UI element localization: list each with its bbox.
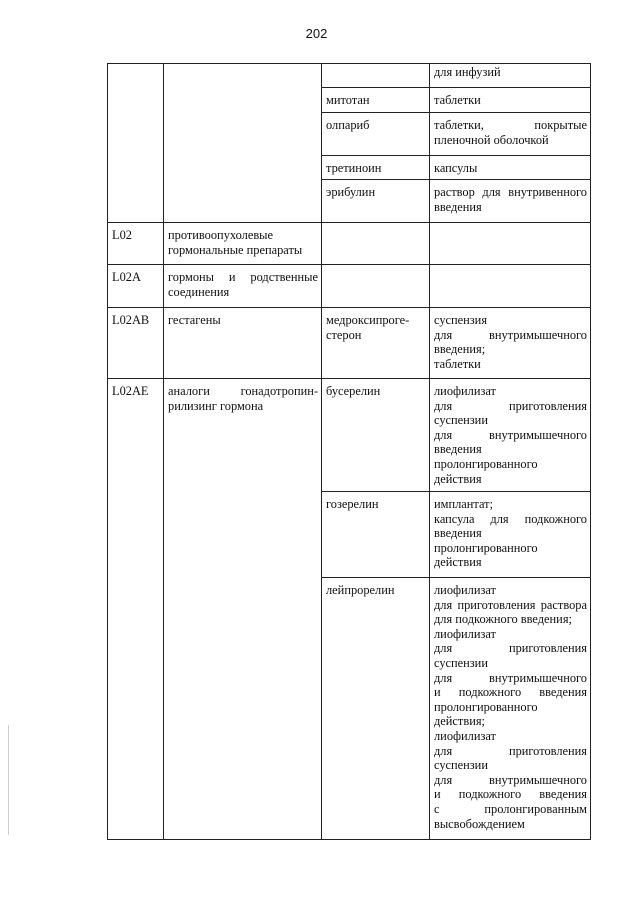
table-row xyxy=(108,265,591,308)
form-cell xyxy=(430,265,591,308)
dosage-form-line: для приготовления xyxy=(434,398,587,413)
dosage-form-line: пролонгированного xyxy=(434,456,538,471)
code-cell xyxy=(108,64,164,223)
dosage-form-line: пролонгированного xyxy=(434,699,538,714)
drug-cell: митотан xyxy=(322,88,430,113)
dosage-form-line: таблетки xyxy=(434,356,481,371)
dosage-form-line: для подкожного введения; xyxy=(434,612,572,627)
code-cell: L02AE xyxy=(108,379,164,840)
form-cell xyxy=(430,156,591,180)
dosage-form-line: суспензии xyxy=(434,413,488,428)
dosage-form-line: раствор для внутривенного xyxy=(434,185,587,199)
dosage-form-line: лиофилизат xyxy=(434,728,496,743)
dosage-form-line: лиофилизат xyxy=(434,384,496,398)
form-cell xyxy=(430,578,591,840)
dosage-form-line: капсулы xyxy=(434,161,478,175)
drug-cell: третиноин xyxy=(322,156,430,180)
form-cell xyxy=(430,379,591,492)
group-cell: аналоги гонадотропин-рилизинг гормона xyxy=(164,379,322,840)
dosage-form-line: для внутримышечного xyxy=(434,772,587,787)
dosage-form-line: для приготовления xyxy=(434,743,587,758)
dosage-form-line: введения xyxy=(434,442,482,457)
table-row xyxy=(108,64,591,88)
table-row xyxy=(108,308,591,379)
scan-margin-line xyxy=(8,725,9,835)
dosage-form-line: действия xyxy=(434,555,482,570)
dosage-form-line: высвобождением xyxy=(434,816,525,831)
code-cell: L02A xyxy=(108,265,164,308)
dosage-form-line: для инфузий xyxy=(434,65,501,79)
drug-cell xyxy=(322,64,430,88)
dosage-form-line: и подкожного введения xyxy=(434,685,587,700)
form-cell xyxy=(430,492,591,578)
drug-cell: медроксипроге-стерон xyxy=(322,308,430,379)
drug-cell: олпариб xyxy=(322,113,430,156)
drug-cell: эрибулин xyxy=(322,180,430,223)
drug-cell: бусерелин xyxy=(322,379,430,492)
dosage-form-line: для внутримышечного xyxy=(434,327,587,342)
dosage-form-line: действия xyxy=(434,471,482,486)
dosage-form-line: введения xyxy=(434,526,482,541)
dosage-form-line: введения xyxy=(434,199,482,214)
dosage-form-line: введения; xyxy=(434,342,486,357)
dosage-form-line: лиофилизат xyxy=(434,626,496,641)
drug-cell: гозерелин xyxy=(322,492,430,578)
form-cell xyxy=(430,113,591,156)
code-cell: L02 xyxy=(108,223,164,265)
group-cell: гестагены xyxy=(164,308,322,379)
dosage-form-line: пленочной оболочкой xyxy=(434,132,549,147)
dosage-form-line: действия; xyxy=(434,714,485,729)
form-cell xyxy=(430,180,591,223)
drug-table xyxy=(107,63,591,840)
dosage-form-line: капсула для подкожного xyxy=(434,511,587,526)
form-cell xyxy=(430,223,591,265)
table-row xyxy=(108,223,591,265)
dosage-form-line: и подкожного введения xyxy=(434,787,587,802)
dosage-form-line: суспензия xyxy=(434,313,488,327)
dosage-form-line: суспензии xyxy=(434,655,488,670)
dosage-form-line: для приготовления xyxy=(434,641,587,656)
form-cell xyxy=(430,308,591,379)
group-cell xyxy=(164,64,322,223)
dosage-form-line: для приготовления раствора xyxy=(434,597,587,612)
table-row xyxy=(108,379,591,492)
form-cell xyxy=(430,64,591,88)
dosage-form-line: для внутримышечного xyxy=(434,427,587,442)
group-cell: гормоны и родственные соединения xyxy=(164,265,322,308)
dosage-form-line: лиофилизат xyxy=(434,583,496,597)
dosage-form-line: для внутримышечного xyxy=(434,670,587,685)
code-cell: L02AB xyxy=(108,308,164,379)
dosage-form-line: имплантат; xyxy=(434,497,494,511)
group-cell: противоопухолевые гормональные препараты xyxy=(164,223,322,265)
dosage-form-line: суспензии xyxy=(434,758,488,773)
drug-cell: лейпрорелин xyxy=(322,578,430,840)
drug-cell xyxy=(322,223,430,265)
dosage-form-line: таблетки xyxy=(434,93,481,107)
dosage-form-line: таблетки, покрытые xyxy=(434,118,587,132)
dosage-form-line: пролонгированного xyxy=(434,540,538,555)
drug-cell xyxy=(322,265,430,308)
form-cell xyxy=(430,88,591,113)
page-number: 202 xyxy=(305,26,328,41)
dosage-form-line: с пролонгированным xyxy=(434,801,587,816)
